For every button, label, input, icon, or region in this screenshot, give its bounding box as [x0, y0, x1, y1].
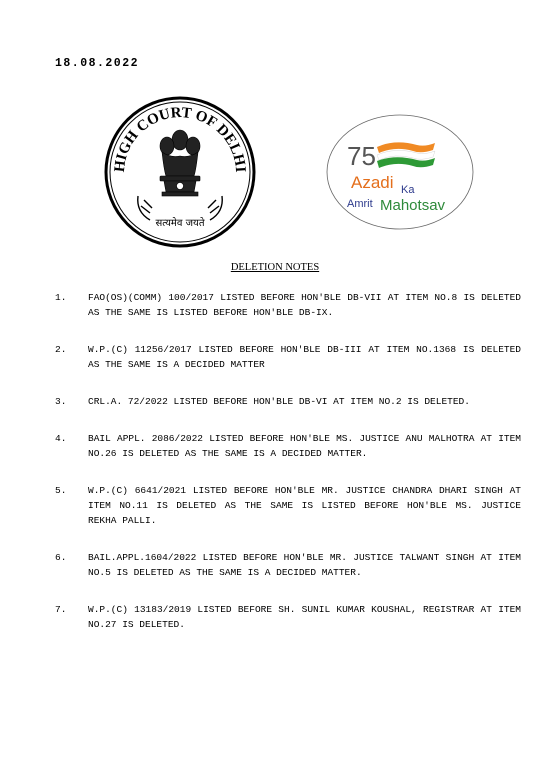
note-number: 1.: [55, 292, 67, 303]
azadi-number: 75: [347, 141, 376, 171]
note-text: W.P.(C) 6641/2021 LISTED BEFORE HON'BLE MR. JUSTICE CHANDRA DHARI SINGH AT ITEM NO.11 IS DELETED AS THE SAME IS LISTED BEFORE HON'BLE MS. JUSTICE REKHA PALLI.: [88, 485, 521, 526]
note-text: FAO(OS)(COMM) 100/2017 LISTED BEFORE HON'BLE DB-VII AT ITEM NO.8 IS DELETED AS THE SAME IS LISTED BEFORE HON'BLE DB-IX.: [88, 292, 521, 318]
note-text: W.P.(C) 13183/2019 LISTED BEFORE SH. SUNIL KUMAR KOUSHAL, REGISTRAR AT ITEM NO.27 IS DELETED.: [88, 604, 521, 630]
note-item: [55, 342, 521, 372]
amrit-text: Amrit: [347, 198, 373, 210]
azadi-text: Azadi: [351, 173, 394, 192]
note-text: CRL.A. 72/2022 LISTED BEFORE HON'BLE DB-VI AT ITEM NO.2 IS DELETED.: [88, 396, 470, 407]
note-item: [55, 290, 521, 320]
deletion-notes-list: [55, 290, 521, 654]
seal-ring-text: HIGH COURT OF DELHI: [111, 104, 249, 173]
note-number: 6.: [55, 552, 67, 563]
note-number: 3.: [55, 396, 67, 407]
note-item: [55, 483, 521, 528]
note-text: W.P.(C) 11256/2017 LISTED BEFORE HON'BLE DB-III AT ITEM NO.1368 IS DELETED AS THE SAME IS A DECIDED MATTER: [88, 344, 521, 370]
high-court-of-delhi-seal: [104, 96, 256, 248]
note-item: [55, 431, 521, 461]
note-text: BAIL.APPL.1604/2022 LISTED BEFORE HON'BLE MR. JUSTICE TALWANT SINGH AT ITEM NO.5 IS DELETED AS THE SAME IS A DECIDED MATTER.: [88, 552, 521, 578]
note-item: [55, 550, 521, 580]
note-item: [55, 394, 521, 409]
note-number: 7.: [55, 604, 67, 615]
note-item: [55, 602, 521, 632]
document-date: 18.08.2022: [55, 57, 140, 70]
note-number: 4.: [55, 433, 67, 444]
azadi-ka-amrit-mahotsav-logo: [325, 113, 475, 231]
mahotsav-text: Mahotsav: [380, 197, 446, 214]
page-heading: DELETION NOTES: [230, 262, 320, 273]
note-text: BAIL APPL. 2086/2022 LISTED BEFORE HON'BLE MS. JUSTICE ANU MALHOTRA AT ITEM NO.26 IS DELETED AS THE SAME IS A DECIDED MATTER.: [88, 433, 521, 459]
note-number: 2.: [55, 344, 67, 355]
ka-text: Ka: [401, 184, 415, 196]
note-number: 5.: [55, 485, 67, 496]
seal-motto: सत्यमेव जयते: [155, 218, 205, 229]
